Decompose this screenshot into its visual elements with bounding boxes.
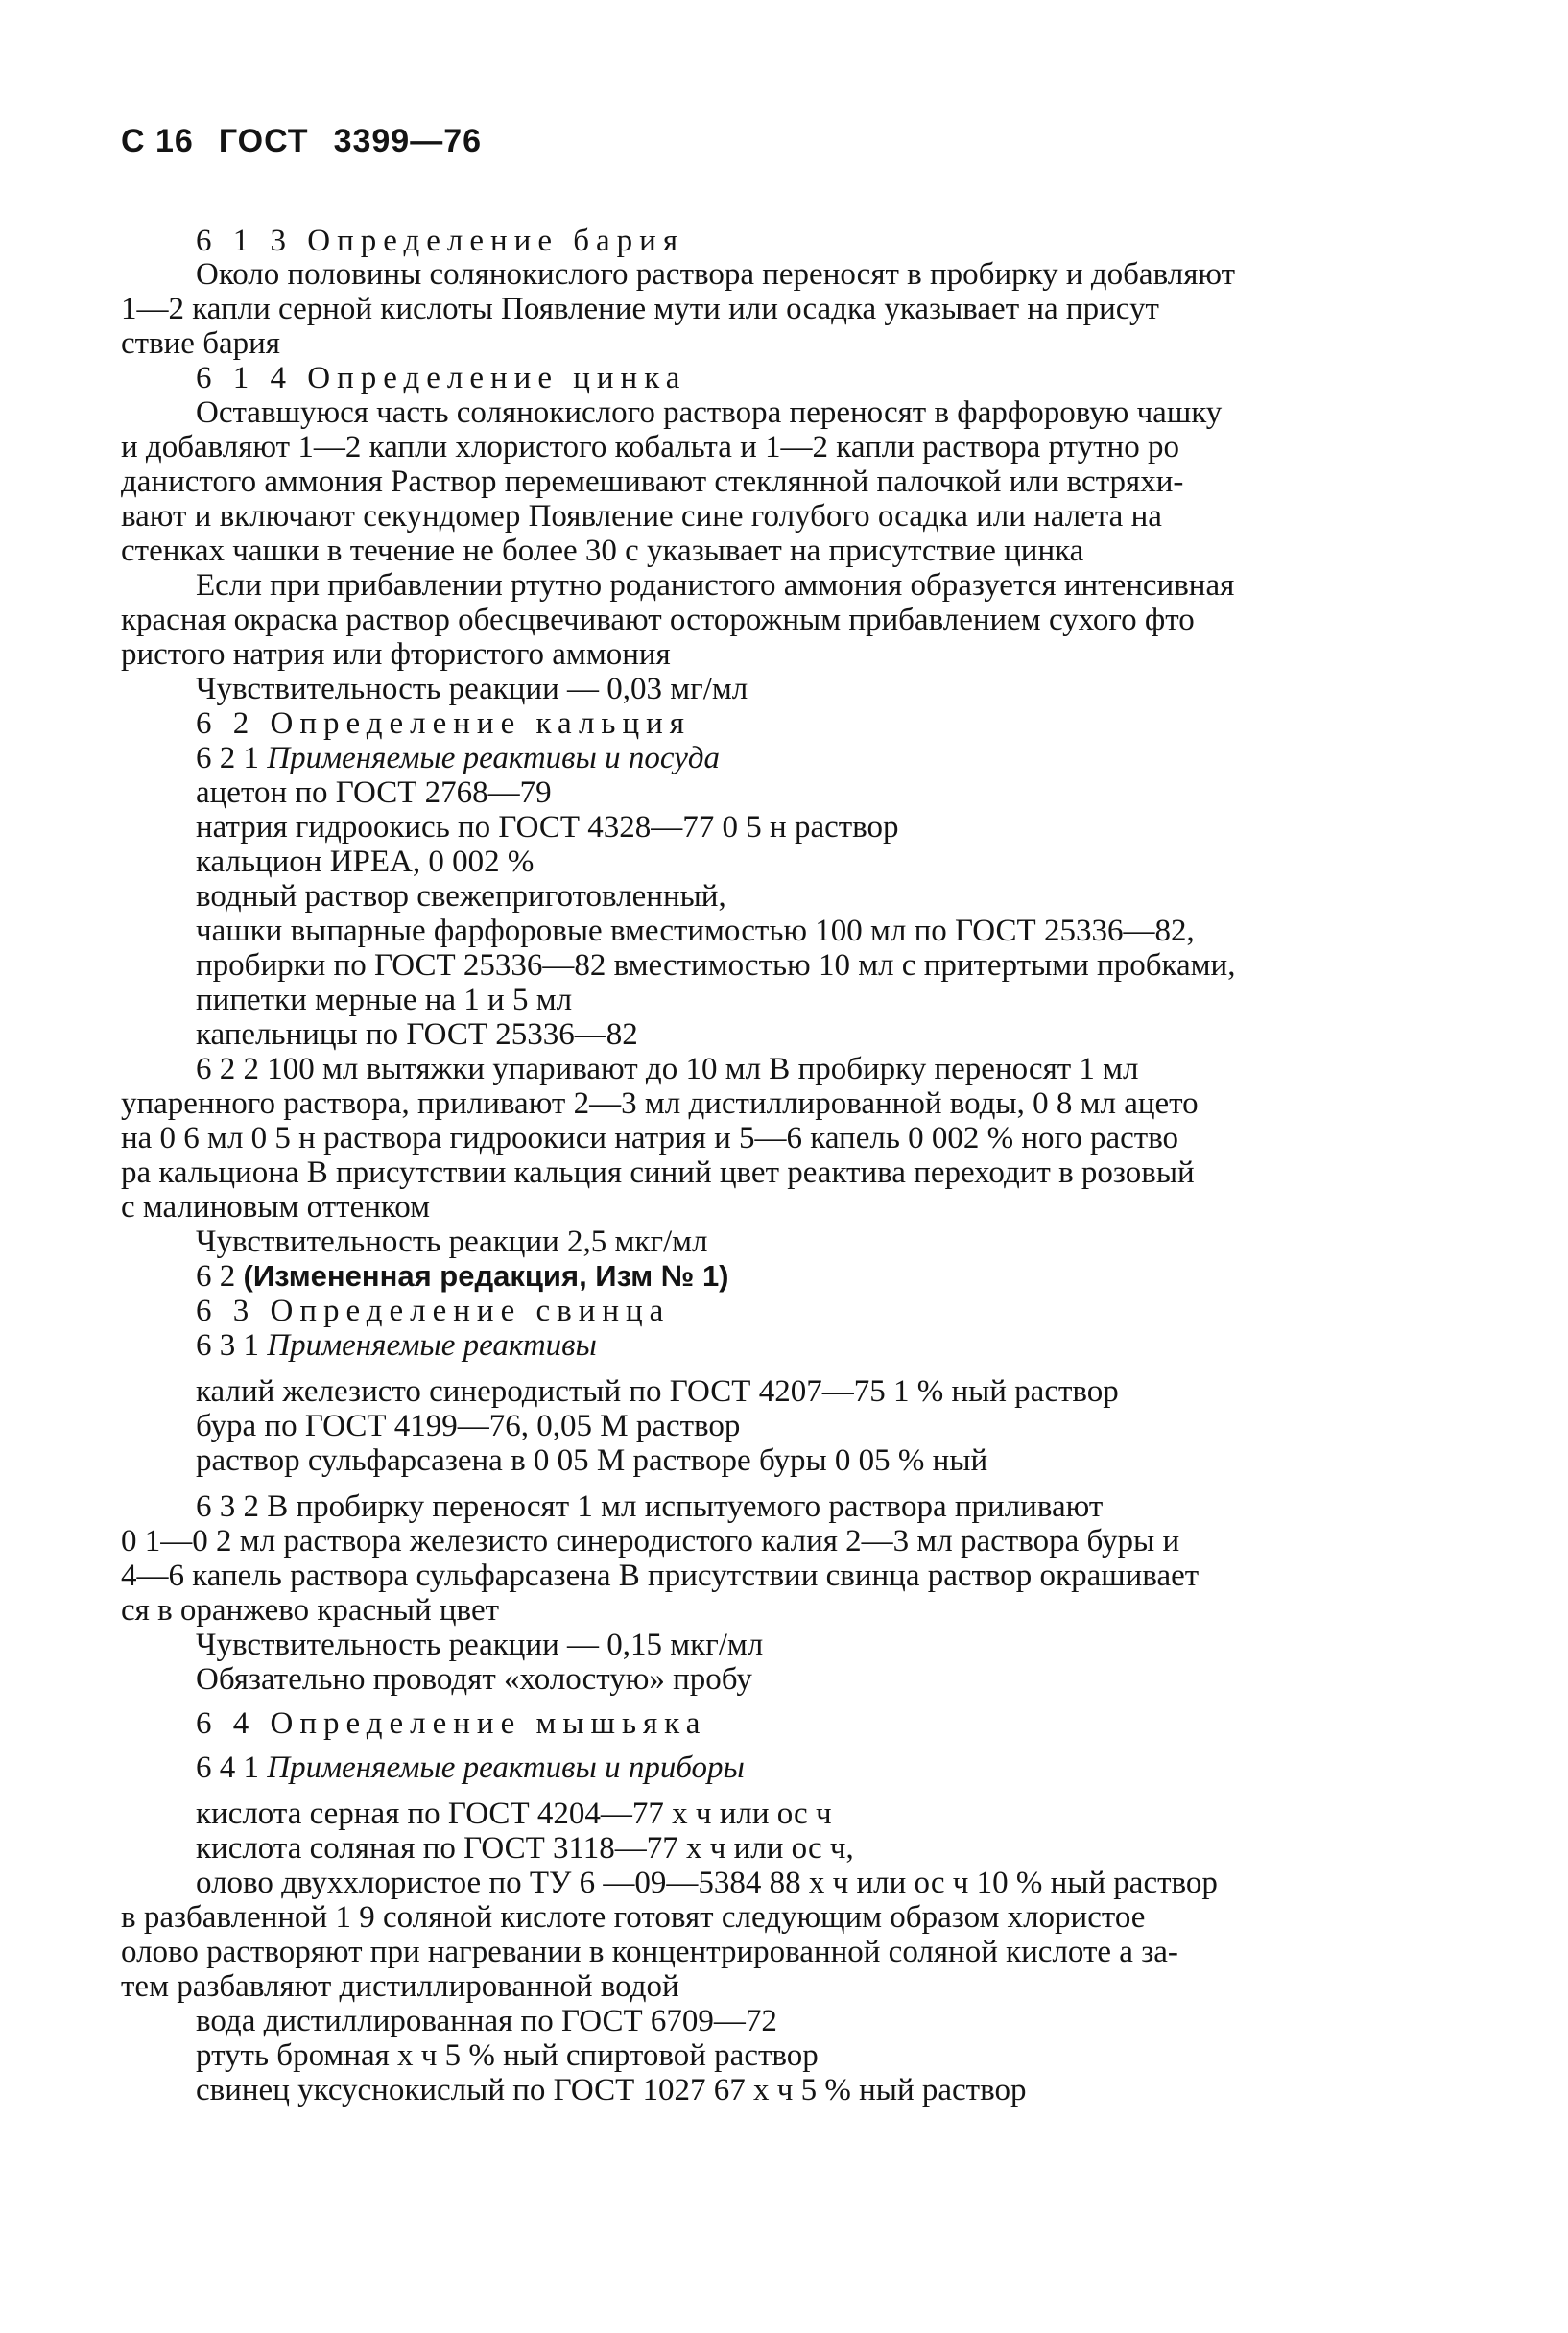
text-line: 6 3 2 В пробирку переносят 1 мл испытуемого раствора приливают	[196, 1489, 1104, 1524]
text-line: капельницы по ГОСТ 25336—82	[196, 1017, 638, 1052]
text-line: Чувствительность реакции 2,5 мкг/мл	[196, 1225, 708, 1259]
text-line: упаренного раствора, приливают 2—3 мл дистиллированной воды, 0 8 мл ацето	[121, 1086, 1199, 1121]
section-heading-calcium: 6 2 Определение кальция	[196, 706, 691, 741]
section-heading-zinc: 6 1 4 Определение цинка	[196, 361, 687, 395]
text-line: на 0 6 мл 0 5 н раствора гидроокиси натрия и 5—6 капель 0 002 % ного раство	[121, 1121, 1179, 1155]
section-heading-lead: 6 3 Определение свинца	[196, 1294, 671, 1328]
text-line: 1—2 капли серной кислоты Появление мути или осадка указывает на присут	[121, 292, 1159, 326]
text-line: кислота серная по ГОСТ 4204—77 х ч или ос ч	[196, 1797, 832, 1831]
subsection-number: 6 2 1	[196, 741, 259, 775]
page-number: С 16	[121, 123, 194, 159]
text-line: калий железисто синеродистый по ГОСТ 4207—75 1 % ный раствор	[196, 1374, 1119, 1409]
section-heading-arsenic: 6 4 Определение мышьяка	[196, 1706, 707, 1741]
text-line: ся в оранжево красный цвет	[121, 1593, 500, 1628]
text-line: пипетки мерные на 1 и 5 мл	[196, 983, 573, 1017]
text-line: и добавляют 1—2 капли хлористого кобальта и 1—2 капли раствора ртутно ро	[121, 430, 1179, 464]
text-line: кислота соляная по ГОСТ 3118—77 х ч или ос ч,	[196, 1831, 854, 1866]
subsection-title: Применяемые реактивы и приборы	[267, 1750, 745, 1785]
text-line: ацетон по ГОСТ 2768—79	[196, 775, 552, 810]
text-line: Оставшуюся часть солянокислого раствора переносят в фарфоровую чашку	[196, 395, 1223, 430]
text-line: ристого натрия или фтористого аммония	[121, 637, 671, 672]
standard-number: 3399—76	[333, 123, 483, 159]
standard-label: ГОСТ	[218, 123, 309, 159]
text-line: ствие бария	[121, 326, 280, 361]
text-line: с малиновым оттенком	[121, 1190, 430, 1225]
text-line: в разбавленной 1 9 соляной кислоте готовят следующим образом хлористое	[121, 1900, 1146, 1935]
amendment-text: (Измененная редакция, Изм № 1)	[243, 1259, 729, 1293]
text-line: водный раствор свежеприготовленный,	[196, 879, 726, 914]
text-line: бура по ГОСТ 4199—76, 0,05 М раствор	[196, 1409, 741, 1443]
subsection-title: Применяемые реактивы и посуда	[267, 741, 721, 775]
amendment-note	[196, 1259, 729, 1294]
text-line: ртуть бромная х ч 5 % ный спиртовой раствор	[196, 2038, 819, 2073]
text-line: чашки выпарные фарфоровые вместимостью 100 мл по ГОСТ 25336—82,	[196, 914, 1195, 948]
text-line: раствор сульфарсазена в 0 05 М растворе буры 0 05 % ный	[196, 1443, 988, 1478]
text-line: Если при прибавлении ртутно роданистого аммония образуется интенсивная	[196, 568, 1235, 603]
subsection-number: 6 4 1	[196, 1750, 259, 1785]
text-line: Чувствительность реакции — 0,15 мкг/мл	[196, 1628, 764, 1662]
text-line: красная окраска раствор обесцвечивают осторожным прибавлением сухого фто	[121, 603, 1195, 637]
section-heading-barium: 6 1 3 Определение бария	[196, 224, 684, 258]
text-line: олово двуххлористое по ТУ 6 —09—5384 88 х ч или ос ч 10 % ный раствор	[196, 1866, 1218, 1900]
amendment-number: 6 2	[196, 1259, 236, 1294]
page-header	[121, 123, 507, 160]
text-line: Чувствительность реакции — 0,03 мг/мл	[196, 672, 748, 706]
text-line: вода дистиллированная по ГОСТ 6709—72	[196, 2004, 777, 2038]
text-line: стенках чашки в течение не более 30 с указывает на присутствие цинка	[121, 534, 1084, 568]
text-line: вают и включают секундомер Появление сине голубого осадка или налета на	[121, 499, 1162, 534]
subsection-heading	[196, 741, 720, 775]
text-line: ра кальциона В присутствии кальция синий цвет реактива переходит в розовый	[121, 1155, 1195, 1190]
text-line: натрия гидроокись по ГОСТ 4328—77 0 5 н раствор	[196, 810, 899, 845]
subsection-heading	[196, 1750, 745, 1785]
text-line: 0 1—0 2 мл раствора железисто синеродистого калия 2—3 мл раствора буры и	[121, 1524, 1180, 1559]
text-line: пробирки по ГОСТ 25336—82 вместимостью 10 мл с притертыми пробками,	[196, 948, 1236, 983]
text-line: тем разбавляют дистиллированной водой	[121, 1969, 679, 2004]
subsection-number: 6 3 1	[196, 1328, 259, 1363]
text-line: 4—6 капель раствора сульфарсазена В присутствии свинца раствор окрашивает	[121, 1559, 1200, 1593]
subsection-heading	[196, 1328, 597, 1363]
text-line: Около половины солянокислого раствора переносят в пробирку и добавляют	[196, 257, 1236, 292]
text-line: кальцион ИРЕА, 0 002 %	[196, 845, 535, 879]
subsection-title: Применяемые реактивы	[267, 1328, 597, 1363]
text-line: свинец уксуснокислый по ГОСТ 1027 67 х ч 5 % ный раствор	[196, 2073, 1027, 2107]
text-line: данистого аммония Раствор перемешивают стеклянной палочкой или встряхи-	[121, 464, 1184, 499]
text-line: олово растворяют при нагревании в концентрированной соляной кислоте а за-	[121, 1935, 1178, 1969]
text-line: 6 2 2 100 мл вытяжки упаривают до 10 мл В пробирку переносят 1 мл	[196, 1052, 1139, 1086]
text-line: Обязательно проводят «холостую» пробу	[196, 1662, 752, 1697]
